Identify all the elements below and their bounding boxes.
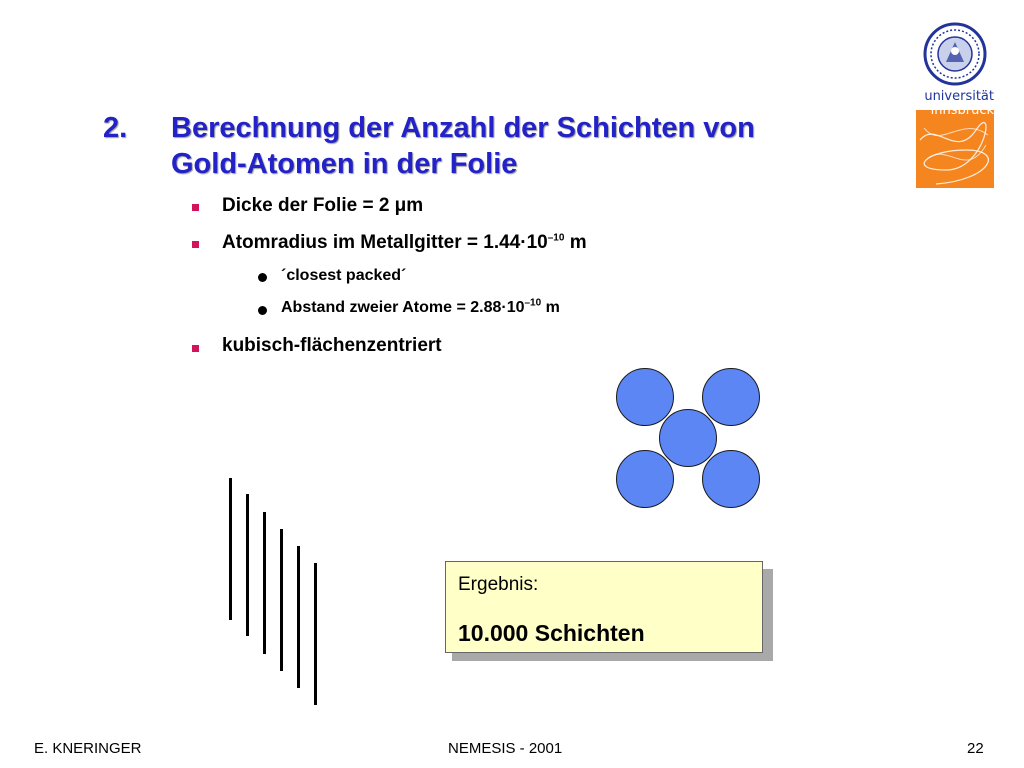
atom-layer-line — [263, 512, 266, 654]
atom-layer-line — [280, 529, 283, 671]
title-number: 2. — [103, 112, 128, 144]
atom-circle — [702, 450, 760, 508]
atom-layer-line — [246, 494, 249, 636]
slide-title — [103, 110, 755, 182]
bullet-foil-thickness — [222, 195, 423, 217]
title-line-1: Berechnung der Anzahl der Schichten von — [171, 112, 755, 144]
atom-circle — [616, 368, 674, 426]
fcc-atom-diagram — [612, 364, 772, 514]
bullet-marker-icon — [192, 345, 199, 352]
sub-bullet-dot-icon — [258, 273, 267, 282]
atom-circle — [702, 368, 760, 426]
bullet-unit: μm — [394, 195, 424, 216]
sub-bullet-atom-distance — [281, 299, 560, 317]
result-value: 10.000 Schichten — [458, 620, 645, 646]
bullet-unit: m — [541, 299, 560, 316]
bullet-marker-icon — [192, 204, 199, 211]
result-box — [445, 561, 763, 653]
bullet-marker-icon — [192, 241, 199, 248]
bullet-unit: m — [564, 232, 587, 253]
bullet-atom-radius — [222, 232, 587, 254]
atom-layer-line — [314, 563, 317, 705]
atom-circle-center — [659, 409, 717, 467]
logo-scribble-icon — [916, 110, 994, 188]
result-label: Ergebnis: — [458, 574, 539, 595]
footer-event: NEMESIS - 2001 — [448, 740, 563, 757]
sub-bullet-closest-packed: ´closest packed´ — [281, 267, 407, 284]
atom-circle — [616, 450, 674, 508]
title-line-2: Gold-Atomen in der Folie — [171, 148, 518, 180]
logo-text-universitaet: universität — [924, 89, 994, 104]
bullet-text: Abstand zweier Atome = 2.88·10 — [281, 299, 525, 316]
bullet-fcc: kubisch-flächenzentriert — [222, 335, 442, 356]
atom-layer-line — [297, 546, 300, 688]
bullet-exponent: –10 — [547, 232, 565, 244]
logo-orange-block — [916, 110, 994, 188]
bullet-exponent: –10 — [524, 297, 542, 309]
bullet-text: Dicke der Folie = 2 — [222, 195, 395, 216]
bullet-text: Atomradius im Metallgitter = 1.44·10 — [222, 232, 548, 253]
atom-layer-line — [229, 478, 232, 620]
logo-text-innsbruck: innsbruck — [930, 103, 994, 118]
footer-author: E. KNERINGER — [34, 740, 142, 757]
university-seal-icon — [916, 18, 994, 90]
university-logo — [916, 18, 994, 188]
footer-page-number: 22 — [967, 740, 984, 757]
sub-bullet-dot-icon — [258, 306, 267, 315]
